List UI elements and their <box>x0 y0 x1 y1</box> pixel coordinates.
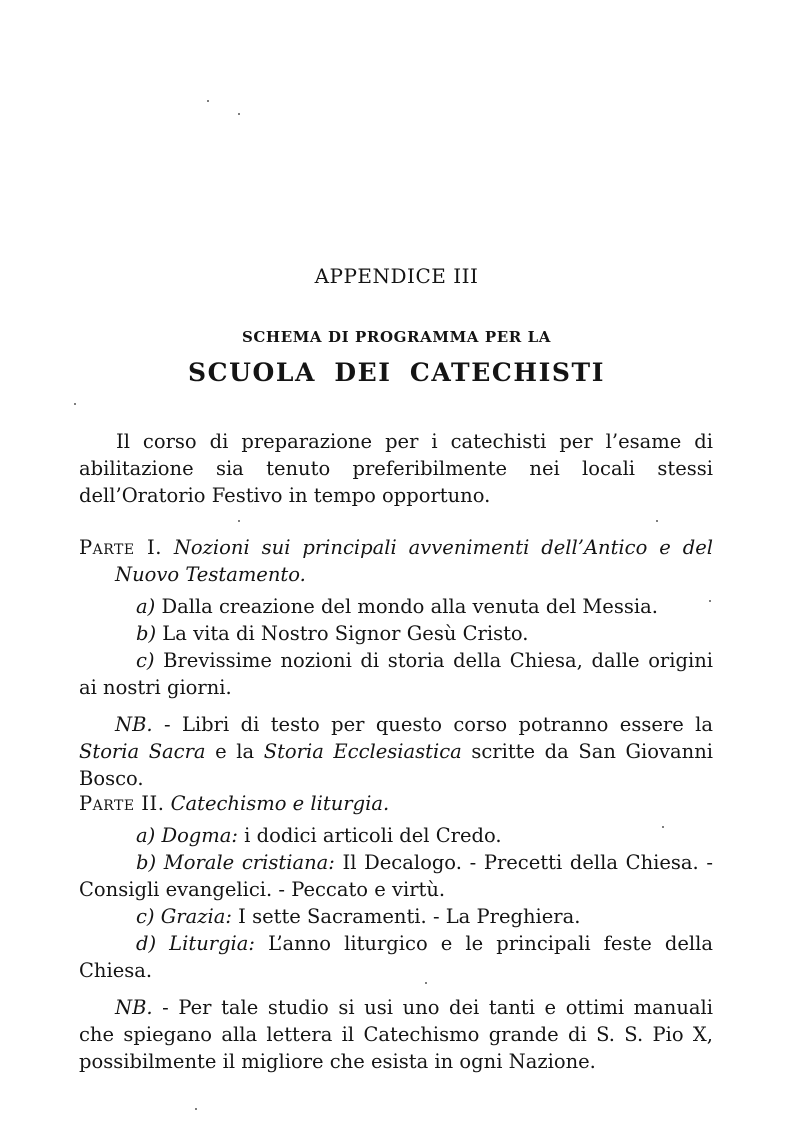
item-text: Brevissime nozioni di storia della Chiesa, dalle origini ai nostri giorni. <box>79 649 714 699</box>
item-text: La vita di Nostro Signor Gesù Cristo. <box>162 622 529 645</box>
item-text: I sette Sacramenti. - La Preghiera. <box>231 905 581 928</box>
school-heading: SCUOLA DEI CATECHISTI <box>187 358 606 387</box>
item-text: i dodici articoli del Credo. <box>237 824 502 847</box>
scan-speck <box>207 100 209 102</box>
parte1-heading <box>79 534 713 588</box>
scan-speck <box>238 520 240 522</box>
scan-speck <box>656 520 658 522</box>
intro-paragraph: Il corso di preparazione per i catechisti per l’esame di abilitazione sia tenuto preferibilmente nei locali stessi dell’Oratorio Festivo in tempo opportuno. <box>79 430 713 507</box>
nb-book-1: Storia Sacra <box>79 740 206 763</box>
parte2-nb-paragraph <box>79 994 713 1075</box>
item-topic: Liturgia: <box>169 932 255 955</box>
item-text: Dalla creazione del mondo alla venuta del Messia. <box>161 595 658 618</box>
scan-speck <box>195 1108 197 1110</box>
scan-speck <box>709 600 711 602</box>
parte1-title: Nozioni sui principali avvenimenti dell’Antico e del Nuovo Testamento. <box>115 536 713 586</box>
parte2-item-d <box>79 930 713 984</box>
parte1-item-c <box>79 647 713 701</box>
item-marker: a) <box>136 595 156 618</box>
parte1-item-a <box>79 593 713 620</box>
parte2-label: Parte II. <box>79 792 165 815</box>
scan-speck <box>425 982 427 984</box>
nb-text-before: - Libri di testo per questo corso potranno essere la <box>152 713 713 736</box>
parte2-title: Catechismo e liturgia. <box>170 792 390 815</box>
nb-text-after: scritte da San Giovanni Bosco. <box>79 740 714 790</box>
item-marker: c) <box>136 905 155 928</box>
appendix-heading: APPENDICE III <box>314 264 479 288</box>
item-text: L’anno liturgico e le principali feste della Chiesa. <box>79 932 713 982</box>
item-marker: a) <box>136 824 156 847</box>
scan-speck <box>662 826 664 828</box>
item-topic: Grazia: <box>160 905 232 928</box>
nb-text: - Per tale studio si usi uno dei tanti e ottimi manuali che spiegano alla lettera il Catechismo grande di S. S. Pio X, possibilmente il migliore che esista in ogni Nazione. <box>79 996 713 1073</box>
nb-text-middle: e la <box>205 740 264 763</box>
nb-label: NB. <box>115 996 153 1019</box>
item-marker: b) <box>136 622 157 645</box>
parte2-heading <box>79 790 713 817</box>
item-topic: Dogma: <box>161 824 238 847</box>
nb-label: NB. <box>115 713 153 736</box>
parte2-item-a <box>79 822 713 849</box>
nb-book-2: Storia Ecclesiastica <box>263 740 462 763</box>
item-marker: c) <box>136 649 155 672</box>
item-text: Il Decalogo. - Precetti della Chiesa. - Consigli evangelici. - Peccato e virtù. <box>79 851 714 901</box>
parte1-nb-paragraph <box>79 711 713 792</box>
scan-speck <box>74 403 76 405</box>
parte1-item-b <box>79 620 713 647</box>
parte2-item-c <box>79 903 713 930</box>
item-topic: Morale cristiana: <box>163 851 335 874</box>
parte1-label: Parte I. <box>79 536 162 559</box>
parte2-item-b <box>79 849 713 903</box>
scan-speck <box>238 113 240 115</box>
schema-heading: SCHEMA DI PROGRAMMA PER LA <box>241 328 552 346</box>
item-marker: d) <box>136 932 157 955</box>
item-marker: b) <box>136 851 157 874</box>
